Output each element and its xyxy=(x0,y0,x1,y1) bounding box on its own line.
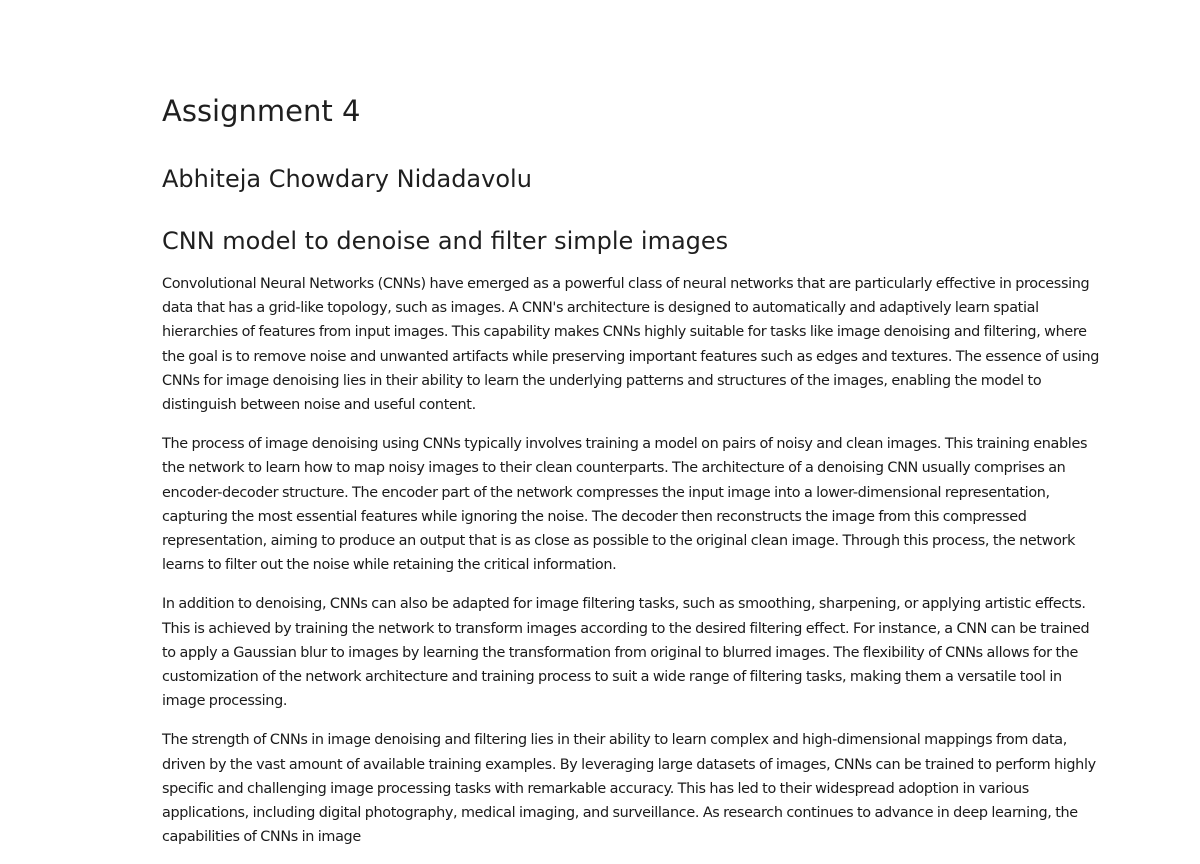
document-title: Assignment 4 xyxy=(162,94,361,128)
paragraph-4: The strength of CNNs in image denoising and filtering lies in their ability to learn complex and high-dimensional mappings from data, driven by the vast amount of available training examples. By leveraging large datasets of images, CNNs can be trained to perform highly specific and challenging image processing tasks with remarkable accuracy. This has led to their widespread adoption in various applications, including digital photography, medical imaging, and surveillance. As research continues to advance in deep learning, the capabilities of CNNs in image xyxy=(162,732,1096,846)
body-text xyxy=(162,272,1104,864)
section-heading: CNN model to denoise and filter simple images xyxy=(162,227,729,255)
paragraph-1: Convolutional Neural Networks (CNNs) have emerged as a powerful class of neural networks that are particularly effective in processing data that has a grid-like topology, such as images. A CNN's architecture is designed to automatically and adaptively learn spatial hierarchies of features from input images. This capability makes CNNs highly suitable for tasks like image denoising and filtering, where the goal is to remove noise and unwanted artifacts while preserving important features such as edges and textures. The essence of using CNNs for image denoising lies in their ability to learn the underlying patterns and structures of the images, enabling the model to distinguish between noise and useful content. xyxy=(162,276,1100,414)
author-name: Abhiteja Chowdary Nidadavolu xyxy=(162,165,532,193)
paragraph-3: In addition to denoising, CNNs can also be adapted for image filtering tasks, such as smoothing, sharpening, or applying artistic effects. This is achieved by training the network to transform images according to the desired filtering effect. For instance, a CNN can be trained to apply a Gaussian blur to images by learning the transformation from original to blurred images. The flexibility of CNNs allows for the customization of the network architecture and training process to suit a wide range of filtering tasks, making them a versatile tool in image processing. xyxy=(162,596,1090,710)
paragraph-2: The process of image denoising using CNNs typically involves training a model on pairs of noisy and clean images. This training enables the network to learn how to map noisy images to their clean counterparts. The architecture of a denoising CNN usually comprises an encoder-decoder structure. The encoder part of the network compresses the input image into a lower-dimensional representation, capturing the most essential features while ignoring the noise. The decoder then reconstructs the image from this compressed representation, aiming to produce an output that is as close as possible to the original clean image. Through this process, the network learns to filter out the noise while retaining the critical information. xyxy=(162,436,1088,574)
